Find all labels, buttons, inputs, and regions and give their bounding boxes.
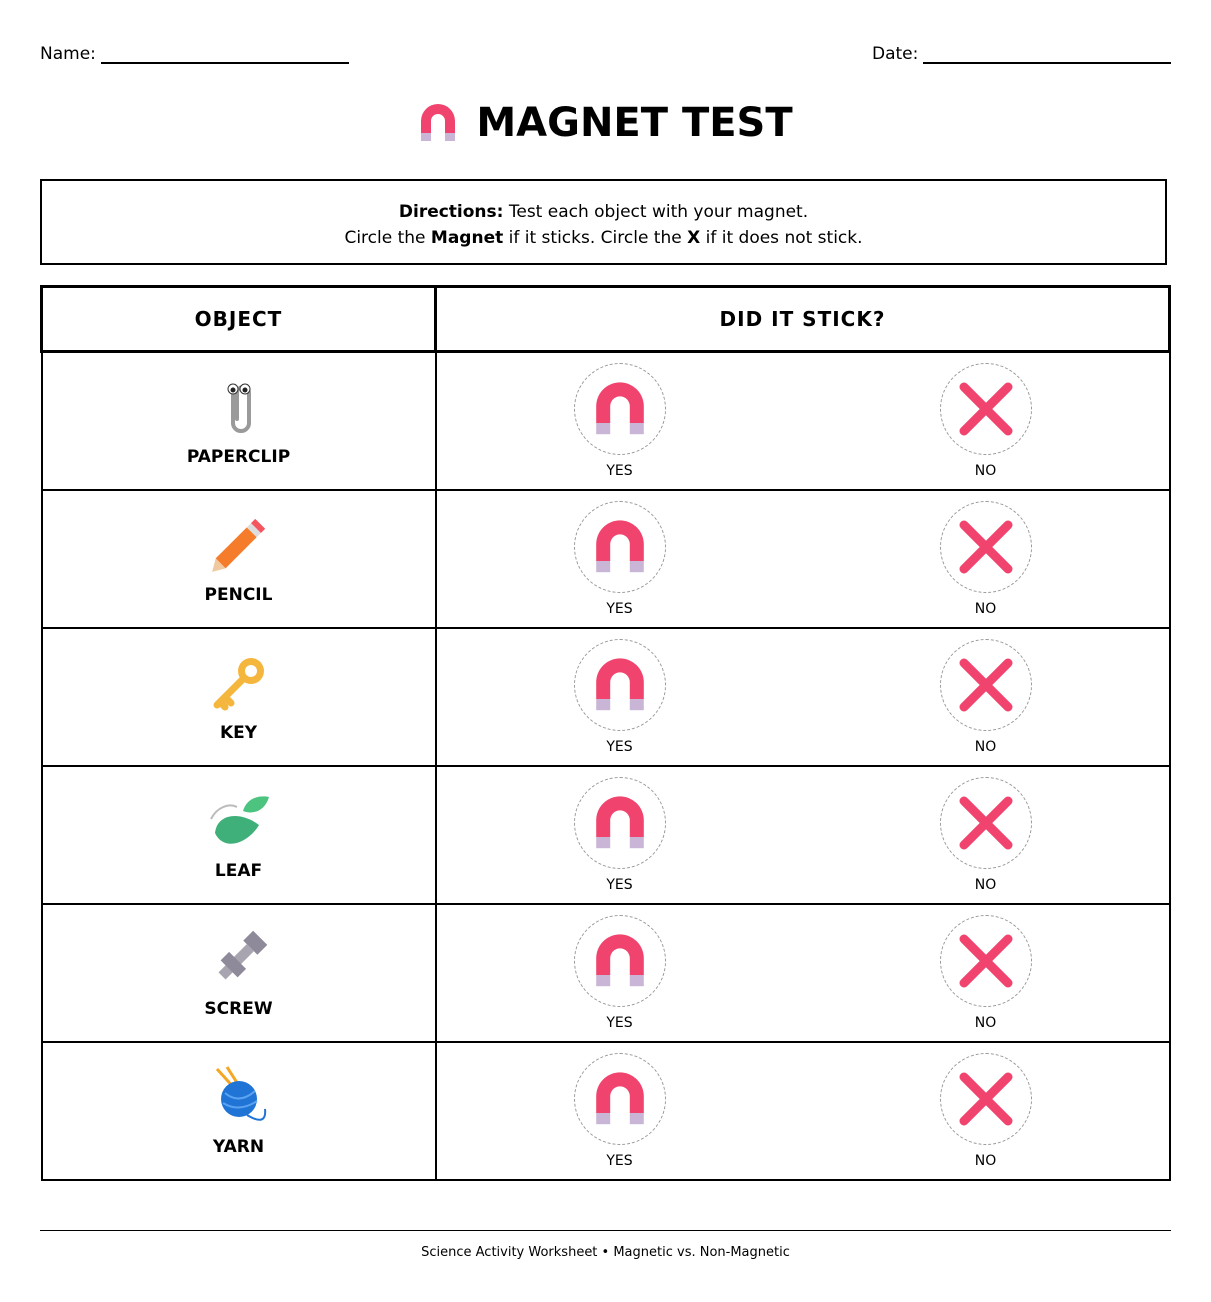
no-label: NO <box>974 601 997 617</box>
object-cell <box>42 766 436 904</box>
object-label: YARN <box>212 1137 265 1157</box>
answer-cell <box>436 1042 1170 1180</box>
x-icon <box>956 655 1016 715</box>
paperclip-icon <box>43 375 435 439</box>
no-circle[interactable] <box>940 501 1032 593</box>
answer-cell <box>436 904 1170 1042</box>
yes-label: YES <box>606 1015 633 1031</box>
yes-circle[interactable] <box>574 363 666 455</box>
no-label: NO <box>974 739 997 755</box>
no-label: NO <box>974 877 997 893</box>
name-label: Name: <box>40 44 96 64</box>
title-text: MAGNET TEST <box>476 100 793 146</box>
table-row <box>42 904 1170 1042</box>
magnet-icon <box>592 381 648 437</box>
header-did-it-stick: DID IT STICK? <box>436 287 1170 352</box>
object-cell <box>42 904 436 1042</box>
yes-circle[interactable] <box>574 1053 666 1145</box>
object-cell <box>42 352 436 491</box>
magnet-icon <box>592 657 648 713</box>
screw-icon <box>43 927 435 991</box>
date-field <box>872 44 1171 64</box>
magnet-icon <box>418 103 458 143</box>
object-cell <box>42 490 436 628</box>
magnet-icon <box>592 519 648 575</box>
name-field <box>40 44 349 64</box>
x-icon <box>956 517 1016 577</box>
yes-option[interactable] <box>437 1053 803 1169</box>
object-label: PAPERCLIP <box>186 447 291 467</box>
yes-label: YES <box>606 877 633 893</box>
no-circle[interactable] <box>940 1053 1032 1145</box>
no-option[interactable] <box>803 363 1169 479</box>
name-line[interactable] <box>101 48 349 64</box>
object-label: LEAF <box>214 861 263 881</box>
object-label: PENCIL <box>204 585 273 605</box>
no-circle[interactable] <box>940 915 1032 1007</box>
yes-label: YES <box>606 601 633 617</box>
no-circle[interactable] <box>940 363 1032 455</box>
answer-cell <box>436 766 1170 904</box>
object-cell <box>42 1042 436 1180</box>
object-cell <box>42 628 436 766</box>
answer-cell <box>436 628 1170 766</box>
yes-option[interactable] <box>437 363 803 479</box>
magnet-icon <box>592 933 648 989</box>
leaf-icon <box>43 789 435 853</box>
yes-option[interactable] <box>437 777 803 893</box>
yes-option[interactable] <box>437 501 803 617</box>
yes-circle[interactable] <box>574 915 666 1007</box>
yarn-icon <box>43 1065 435 1129</box>
object-label: SCREW <box>204 999 273 1019</box>
footer: Science Activity Worksheet • Magnetic vs. Non-Magnetic <box>40 1230 1171 1260</box>
x-icon <box>956 379 1016 439</box>
directions-box: Directions: Test each object with your magnet. Circle the Magnet if it sticks. Circle the X if it does not stick. <box>40 179 1167 265</box>
table-row <box>42 766 1170 904</box>
yes-label: YES <box>606 739 633 755</box>
no-option[interactable] <box>803 639 1169 755</box>
no-label: NO <box>974 463 997 479</box>
no-option[interactable] <box>803 501 1169 617</box>
table-row <box>42 628 1170 766</box>
no-label: NO <box>974 1153 997 1169</box>
yes-option[interactable] <box>437 639 803 755</box>
pencil-icon <box>43 513 435 577</box>
no-option[interactable] <box>803 915 1169 1031</box>
answer-cell <box>436 490 1170 628</box>
yes-circle[interactable] <box>574 501 666 593</box>
no-label: NO <box>974 1015 997 1031</box>
yes-circle[interactable] <box>574 777 666 869</box>
date-label: Date: <box>872 44 919 64</box>
no-circle[interactable] <box>940 639 1032 731</box>
magnet-icon <box>592 1071 648 1127</box>
yes-label: YES <box>606 1153 633 1169</box>
answer-cell <box>436 352 1170 491</box>
table-row <box>42 490 1170 628</box>
magnet-test-table <box>40 285 1171 1181</box>
date-line[interactable] <box>923 48 1171 64</box>
object-label: KEY <box>219 723 258 743</box>
x-icon <box>956 931 1016 991</box>
table-row <box>42 352 1170 491</box>
page-title <box>0 100 1211 146</box>
yes-label: YES <box>606 463 633 479</box>
no-option[interactable] <box>803 777 1169 893</box>
no-option[interactable] <box>803 1053 1169 1169</box>
key-icon <box>43 651 435 715</box>
magnet-icon <box>592 795 648 851</box>
x-icon <box>956 1069 1016 1129</box>
yes-option[interactable] <box>437 915 803 1031</box>
x-icon <box>956 793 1016 853</box>
header-object: OBJECT <box>42 287 436 352</box>
table-row <box>42 1042 1170 1180</box>
no-circle[interactable] <box>940 777 1032 869</box>
yes-circle[interactable] <box>574 639 666 731</box>
